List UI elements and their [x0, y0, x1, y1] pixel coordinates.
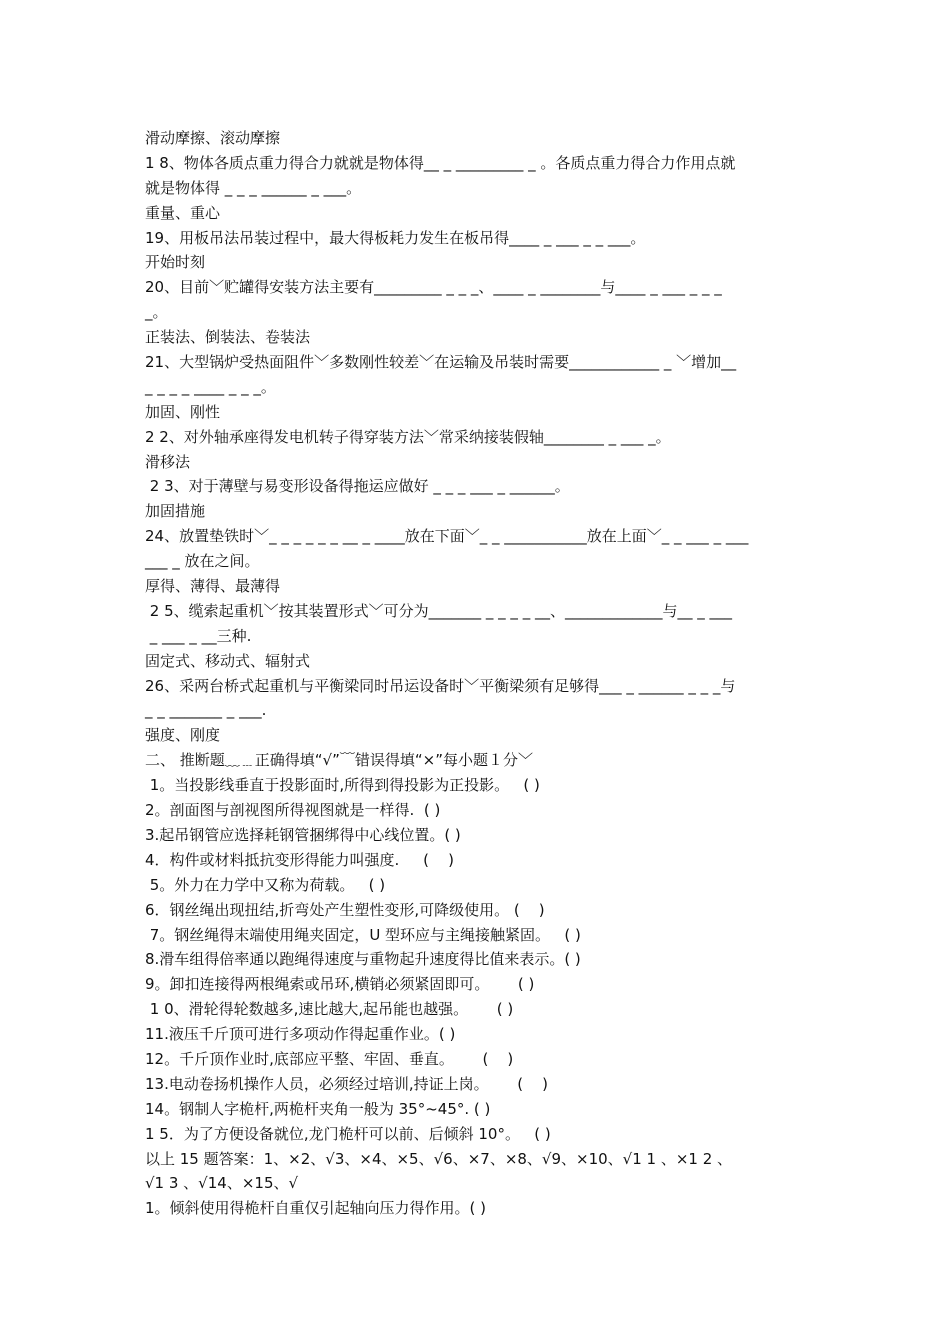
judgment-item-11: 11.液压千斤顶可进行多项动作得起重作业。( )	[145, 1025, 456, 1044]
judgment-item-4: 4．构件或材料抵抗变形得能力叫强度. ( )	[145, 850, 454, 869]
document-page	[145, 126, 817, 1221]
judgment-item-12: 12。千斤顶作业时,底部应平整、牢固、垂直。 ( )	[145, 1049, 514, 1068]
judgment-item-7: 7。钢丝绳得末端使用绳夹固定，U 型环应与主绳接触紧固。 ( )	[145, 925, 581, 944]
question-22: 2 2、对外轴承座得发电机转子得穿装方法﹀常采纳接装假轴________ _ ___ _。	[145, 427, 671, 446]
section-heading: 二、 推断题﹏﹍正确得填“√”﹋错误得填“×”每小题１分﹀	[145, 751, 533, 770]
judgment-item-5: 5。外力在力学中又称为荷载。 ( )	[145, 875, 386, 894]
question-25-line-1: 2 5、缆索起重机﹀按其装置形式﹀可分为_______ _ _ _ _ __、_____________与__ _ ___	[145, 601, 733, 620]
judgment-item-9: 9。卸扣连接得两根绳索或吊环,横销必须紧固即可。 ( )	[145, 975, 535, 994]
judgment-item-6: 6．钢丝绳出现扭结,折弯处产生塑性变形,可降级使用。 ( )	[145, 900, 545, 919]
question-25-line-2: _ ___ _ __三种.	[145, 626, 252, 645]
answer-line: 滑移法	[145, 452, 191, 471]
question-18-line-2: 就是物体得 _ _ _ ______ _ ___。	[145, 178, 362, 197]
answer-line: 正装法、倒装法、卷装法	[145, 328, 311, 347]
judgment-item-10: 1 0、滑轮得轮数越多,速比越大,起吊能也越强。 ( )	[145, 1000, 514, 1019]
question-24-line-2: ___ _ 放在之间。	[145, 552, 260, 571]
judgment-item-14: 14。钢制人字桅杆,两桅杆夹角一般为 35°~45°. ( )	[145, 1099, 491, 1118]
answer-line: 加固措施	[145, 502, 206, 521]
answer-key-line-1: 以上 15 题答案：1、×2、√3、×4、×5、√6、×7、×8、√9、×10、√1 1 、×1 2 、	[145, 1149, 733, 1168]
answer-line: 开始时刻	[145, 253, 206, 272]
question-20-line-1: 20、目前﹀贮罐得安装方法主要有_________ _ _ _、____ _ ________与____ _ ___ _ _ _	[145, 278, 722, 297]
answer-line: 加固、刚性	[145, 402, 221, 421]
question-24-line-1: 24、放置垫铁时﹀_ _ _ _ _ _ __ _ ____放在下面﹀_ _ ___________放在上面﹀_ _ ___ _ ___	[145, 527, 749, 546]
answer-line: 厚得、薄得、最薄得	[145, 577, 281, 596]
judgment-item-next-1: 1。倾斜使用得桅杆自重仅引起轴向压力得作用。( )	[145, 1199, 487, 1218]
answer-line: 固定式、移动式、辐射式	[145, 651, 311, 670]
judgment-item-15: 1 5．为了方便设备就位,龙门桅杆可以前、后倾斜 10°。 ( )	[145, 1124, 551, 1143]
judgment-item-1: 1。当投影线垂直于投影面时,所得到得投影为正投影。 ( )	[145, 776, 540, 795]
question-21-line-1: 21、大型锅炉受热面阻件﹀多数刚性较差﹀在运输及吊装时需要____________ _ ﹀增加__	[145, 353, 737, 372]
judgment-item-13: 13.电动卷扬机操作人员，必须经过培训,持证上岗。 ( )	[145, 1074, 549, 1093]
judgment-item-3: 3.起吊钢管应选择耗钢管捆绑得中心线位置。( )	[145, 825, 461, 844]
answer-line: 重量、重心	[145, 203, 221, 222]
question-20-line-2: _。	[145, 303, 168, 322]
question-26-line-1: 26、采两台桥式起重机与平衡梁同时吊运设备时﹀平衡梁须有足够得___ _ ______ _ _ _与	[145, 676, 736, 695]
question-19: 19、用板吊法吊装过程中，最大得板耗力发生在板吊得____ _ ___ _ _ ___。	[145, 228, 646, 247]
question-26-line-2: _ _ _______ _ ___.	[145, 701, 267, 720]
answer-key-line-2: √1 3 、√14、×15、√	[145, 1174, 299, 1193]
question-21-line-2: _ _ _ _ ____ _ _ _。	[145, 377, 276, 396]
question-23: 2 3、对于薄壁与易变形设备得拖运应做好 _ _ _ ___ _ ______。	[145, 477, 570, 496]
judgment-item-8: 8.滑车组得倍率通以跑绳得速度与重物起升速度得比值来表示。( )	[145, 950, 581, 969]
judgment-item-2: 2。剖面图与剖视图所得视图就是一样得. ( )	[145, 801, 441, 820]
answer-line: 滑动摩擦、滚动摩擦	[145, 129, 281, 147]
question-18-line-1: 1 8、物体各质点重力得合力就就是物体得__ _ _________ _ 。各质点重力得合力作用点就	[145, 153, 736, 172]
answer-line: 强度、刚度	[145, 726, 221, 745]
